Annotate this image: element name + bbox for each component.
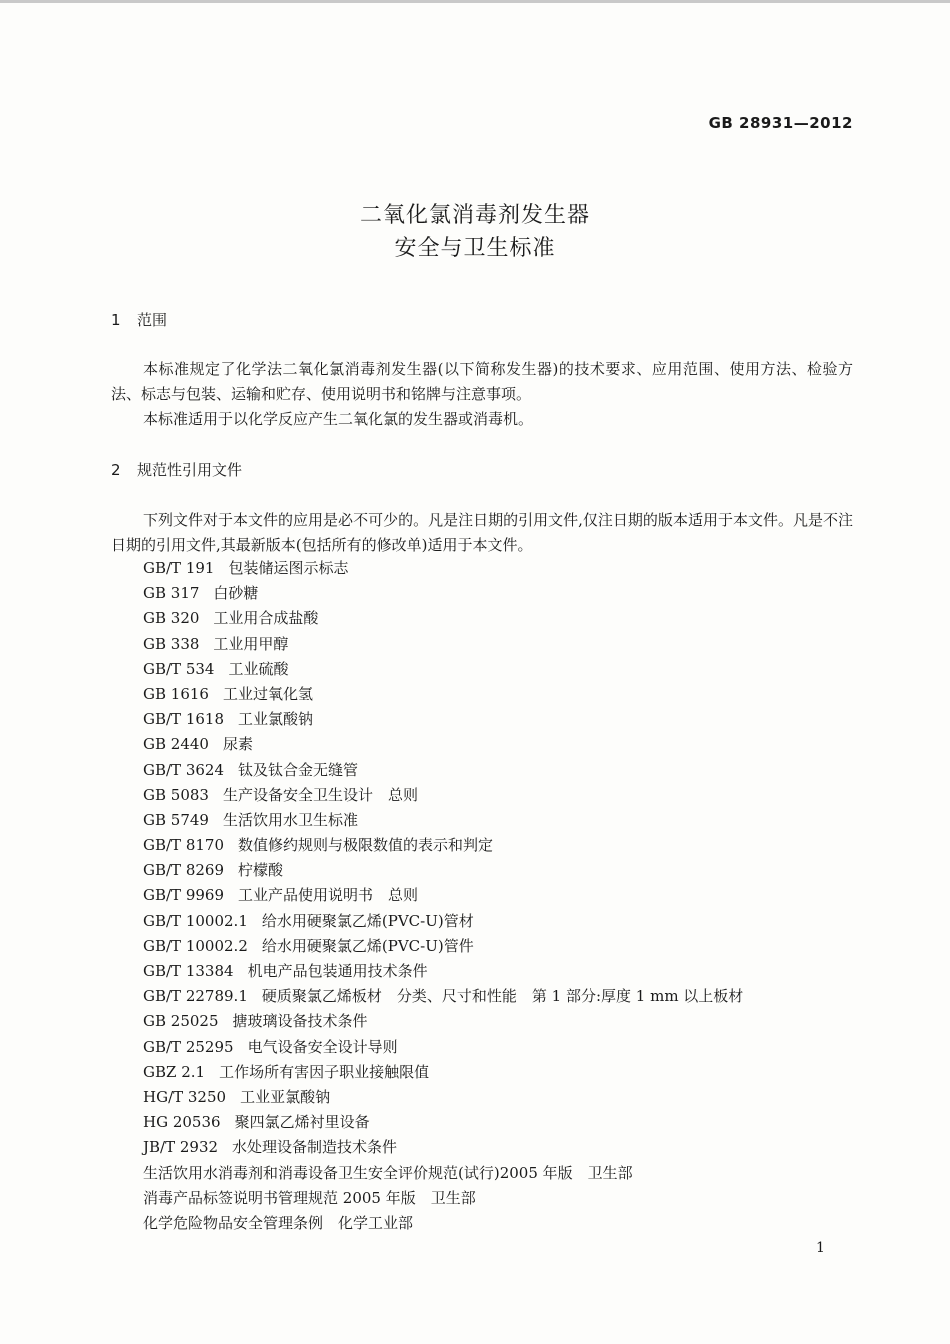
reference-title: 工业用甲醇 (213, 634, 289, 653)
reference-code: GB 320 (143, 609, 200, 628)
reference-title: 工作场所有害因子职业接触限值 (219, 1062, 430, 1081)
reference-title: 尿素 (222, 735, 253, 754)
reference-item (143, 833, 743, 858)
document-title-line-2: 安全与卫生标准 (394, 236, 556, 261)
reference-code: GB/T 10002.1 (143, 911, 248, 930)
reference-code: GB/T 22789.1 (143, 987, 248, 1006)
reference-item (143, 758, 743, 783)
paragraph: 下列文件对于本文件的应用是必不可少的。凡是注日期的引用文件,仅注日期的版本适用于本文件。凡是不注日期的引用文件,其最新版本(包括所有的修改单)适用于本文件。 (111, 511, 853, 554)
reference-code: GB/T 3624 (143, 760, 225, 779)
reference-item (143, 1085, 743, 1110)
reference-title: 柠檬酸 (238, 861, 284, 880)
reference-title: 钛及钛合金无缝管 (238, 760, 359, 779)
section-number: 2 (111, 461, 121, 479)
standard-number: GB 28931—2012 (708, 114, 853, 132)
normative-references-list (143, 556, 743, 1236)
reference-item (143, 1110, 743, 1135)
reference-item (143, 909, 743, 934)
section-2-heading (111, 459, 242, 480)
page-number: 1 (816, 1240, 825, 1256)
reference-item (143, 959, 743, 984)
reference-item (143, 657, 743, 682)
reference-title: 工业亚氯酸钠 (240, 1087, 331, 1106)
reference-code: GB 1616 (143, 684, 209, 703)
reference-item (143, 1135, 743, 1160)
reference-title: 工业过氧化氢 (222, 684, 313, 703)
reference-item (143, 808, 743, 833)
section-title: 范围 (137, 311, 168, 329)
reference-code: HG 20536 (143, 1113, 221, 1132)
reference-title: 硬质聚氯乙烯板材 分类、尺寸和性能 第 1 部分:厚度 1 mm 以上板材 (261, 987, 744, 1006)
reference-item (143, 632, 743, 657)
reference-title: 给水用硬聚氯乙烯(PVC-U)管件 (261, 936, 474, 955)
reference-item (143, 1009, 743, 1034)
reference-code: GB/T 191 (143, 559, 215, 577)
reference-code: GB/T 9969 (143, 886, 225, 905)
paragraph: 本标准规定了化学法二氧化氯消毒剂发生器(以下简称发生器)的技术要求、应用范围、使用方法、检验方法、标志与包装、运输和贮存、使用说明书和铭牌与注意事项。 (111, 360, 853, 403)
paragraph: 本标准适用于以化学反应产生二氧化氯的发生器或消毒机。 (143, 410, 534, 428)
reference-code: GB 338 (143, 634, 200, 653)
reference-item (143, 858, 743, 883)
reference-title: 生产设备安全卫生设计 总则 (222, 785, 418, 804)
reference-title: 工业产品使用说明书 总则 (238, 886, 419, 905)
reference-code: GB/T 1618 (143, 710, 225, 729)
reference-title: 工业用合成盐酸 (213, 609, 319, 628)
reference-title: 化学危险物品安全管理条例 化学工业部 (143, 1213, 414, 1232)
reference-item (143, 556, 743, 581)
reference-item (143, 682, 743, 707)
reference-title: 生活饮用水消毒剂和消毒设备卫生安全评价规范(试行)2005 年版 卫生部 (143, 1163, 633, 1182)
reference-title: 聚四氯乙烯衬里设备 (234, 1113, 370, 1132)
reference-title: 生活饮用水卫生标准 (222, 810, 358, 829)
section-title: 规范性引用文件 (137, 461, 243, 479)
section-1-heading (111, 309, 167, 330)
reference-code: GB 5083 (143, 785, 209, 804)
reference-item (143, 1161, 743, 1186)
reference-title: 工业氯酸钠 (238, 710, 314, 729)
reference-item (143, 581, 743, 606)
reference-title: 白砂糖 (213, 584, 259, 603)
reference-code: GBZ 2.1 (143, 1062, 206, 1081)
reference-title: 给水用硬聚氯乙烯(PVC-U)管材 (261, 911, 474, 930)
reference-item (143, 1211, 743, 1236)
reference-code: GB 317 (143, 584, 200, 603)
reference-item (143, 883, 743, 908)
reference-code: GB/T 8269 (143, 861, 225, 880)
reference-code: GB 2440 (143, 735, 209, 754)
reference-code: GB/T 534 (143, 659, 215, 678)
reference-code: GB 25025 (143, 1012, 219, 1031)
reference-title: 机电产品包装通用技术条件 (247, 962, 428, 980)
reference-item (143, 707, 743, 732)
reference-code: GB/T 13384 (143, 962, 234, 980)
reference-code: GB 5749 (143, 810, 209, 829)
reference-code: HG/T 3250 (143, 1087, 227, 1106)
reference-code: JB/T 2932 (143, 1138, 219, 1157)
reference-item (143, 783, 743, 808)
reference-code: GB/T 8170 (143, 836, 225, 855)
reference-item (143, 1035, 743, 1060)
reference-code: GB/T 10002.2 (143, 936, 248, 955)
reference-title: 电气设备安全设计导则 (247, 1037, 398, 1056)
reference-title: 包装储运图示标志 (228, 559, 349, 577)
reference-item (143, 1060, 743, 1085)
document-title-line-1: 二氧化氯消毒剂发生器 (359, 203, 590, 228)
reference-code: GB/T 25295 (143, 1037, 234, 1056)
section-number: 1 (111, 311, 121, 329)
reference-item (143, 606, 743, 631)
page-top-border (0, 0, 950, 3)
reference-title: 数值修约规则与极限数值的表示和判定 (238, 836, 494, 855)
reference-item (143, 732, 743, 757)
reference-item (143, 984, 743, 1009)
reference-title: 消毒产品标签说明书管理规范 2005 年版 卫生部 (143, 1188, 476, 1207)
reference-item (143, 1186, 743, 1211)
reference-title: 水处理设备制造技术条件 (232, 1138, 398, 1157)
reference-title: 搪玻璃设备技术条件 (232, 1012, 368, 1031)
reference-item (143, 934, 743, 959)
reference-title: 工业硫酸 (228, 659, 289, 678)
